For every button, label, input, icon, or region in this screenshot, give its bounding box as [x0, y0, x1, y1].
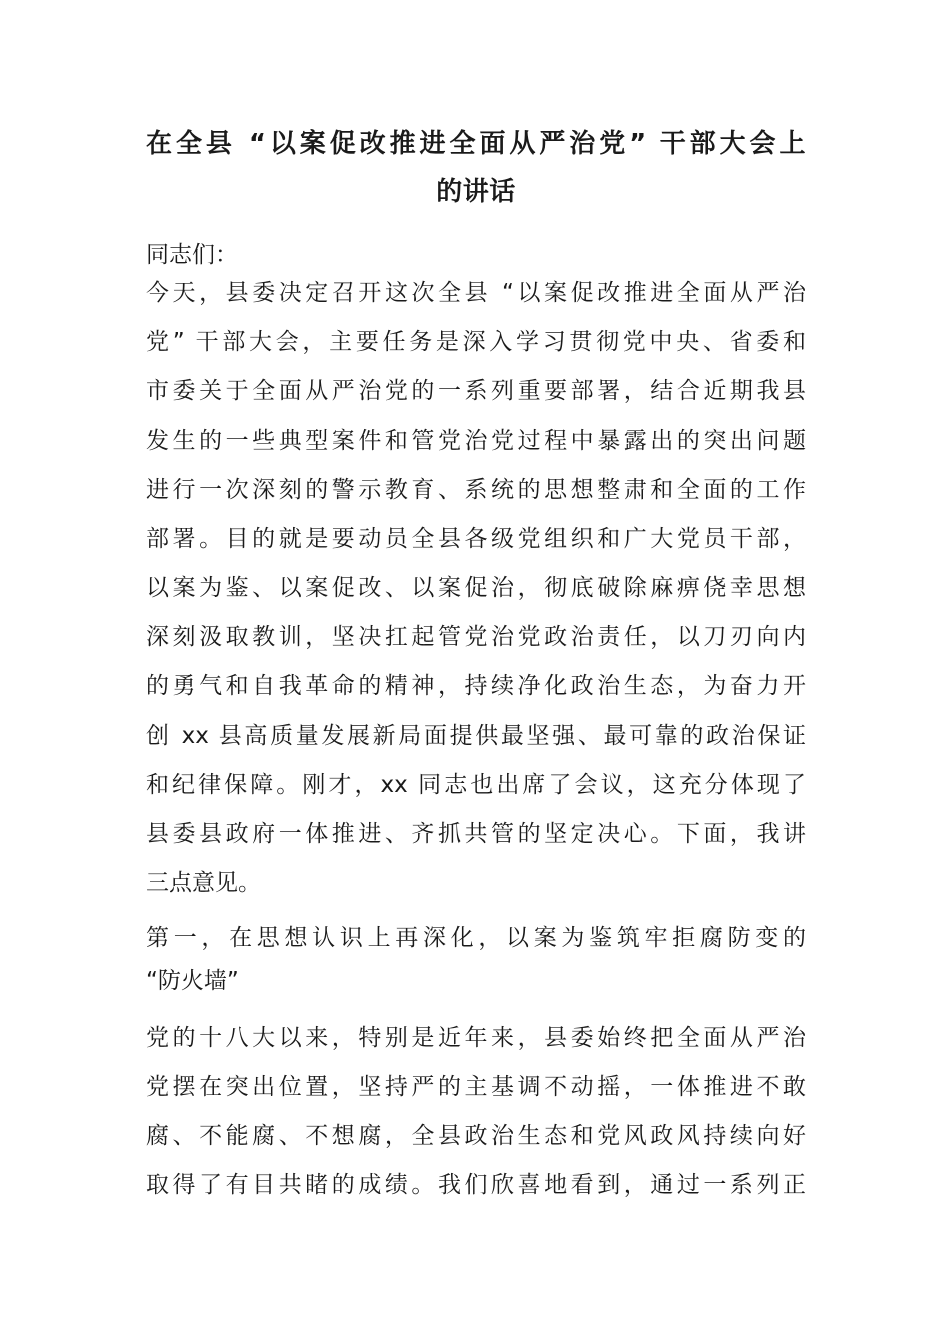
body-line: 的勇气和自我革命的精神，持续净化政治生态，为奋力开: [146, 673, 806, 699]
document-title-line-2: 的讲话: [436, 177, 516, 207]
body-line: 深刻汲取教训，坚决扛起管党治党政治责任，以刀刃向内: [146, 624, 806, 650]
body-line: 县委县政府一体推进、齐抓共管的坚定决心。下面，我讲: [146, 821, 806, 847]
body-line: 党摆在突出位置，坚持严的主基调不动摇，一体推进不敢: [146, 1074, 806, 1100]
body-line: 以案为鉴、以案促改、以案促治，彻底破除麻痹侥幸思想: [146, 575, 806, 601]
body-line: 进行一次深刻的警示教育、系统的思想整肃和全面的工作: [146, 477, 806, 503]
body-line: 和纪律保障。刚才，xx 同志也出席了会议，这充分体现了: [146, 772, 806, 798]
body-line: 取得了有目共睹的成绩。我们欣喜地看到，通过一系列正: [146, 1172, 806, 1198]
body-line: 党” 干部大会，主要任务是深入学习贯彻党中央、省委和: [146, 329, 806, 355]
body-line: 党的十八大以来，特别是近年来，县委始终把全面从严治: [146, 1025, 806, 1051]
section-heading: 第一，在思想认识上再深化，以案为鉴筑牢拒腐防变的: [146, 925, 806, 951]
body-line: 今天，县委决定召开这次全县 “以案促改推进全面从严治: [146, 280, 806, 306]
salutation: 同志们：: [146, 242, 238, 268]
body-line: 发生的一些典型案件和管党治党过程中暴露出的突出问题: [146, 428, 806, 454]
body-line: 腐、不能腐、不想腐，全县政治生态和党风政风持续向好: [146, 1123, 806, 1149]
section-heading: “防火墙”: [146, 968, 239, 994]
body-line: 三点意见。: [146, 870, 261, 896]
body-line: 市委关于全面从严治党的一系列重要部署，结合近期我县: [146, 378, 806, 404]
document-title-line-1: 在全县 “以案促改推进全面从严治党” 干部大会上: [146, 129, 806, 159]
body-line: 部署。目的就是要动员全县各级党组织和广大党员干部，: [146, 526, 806, 552]
body-line: 创 xx 县高质量发展新局面提供最坚强、最可靠的政治保证: [146, 723, 806, 749]
